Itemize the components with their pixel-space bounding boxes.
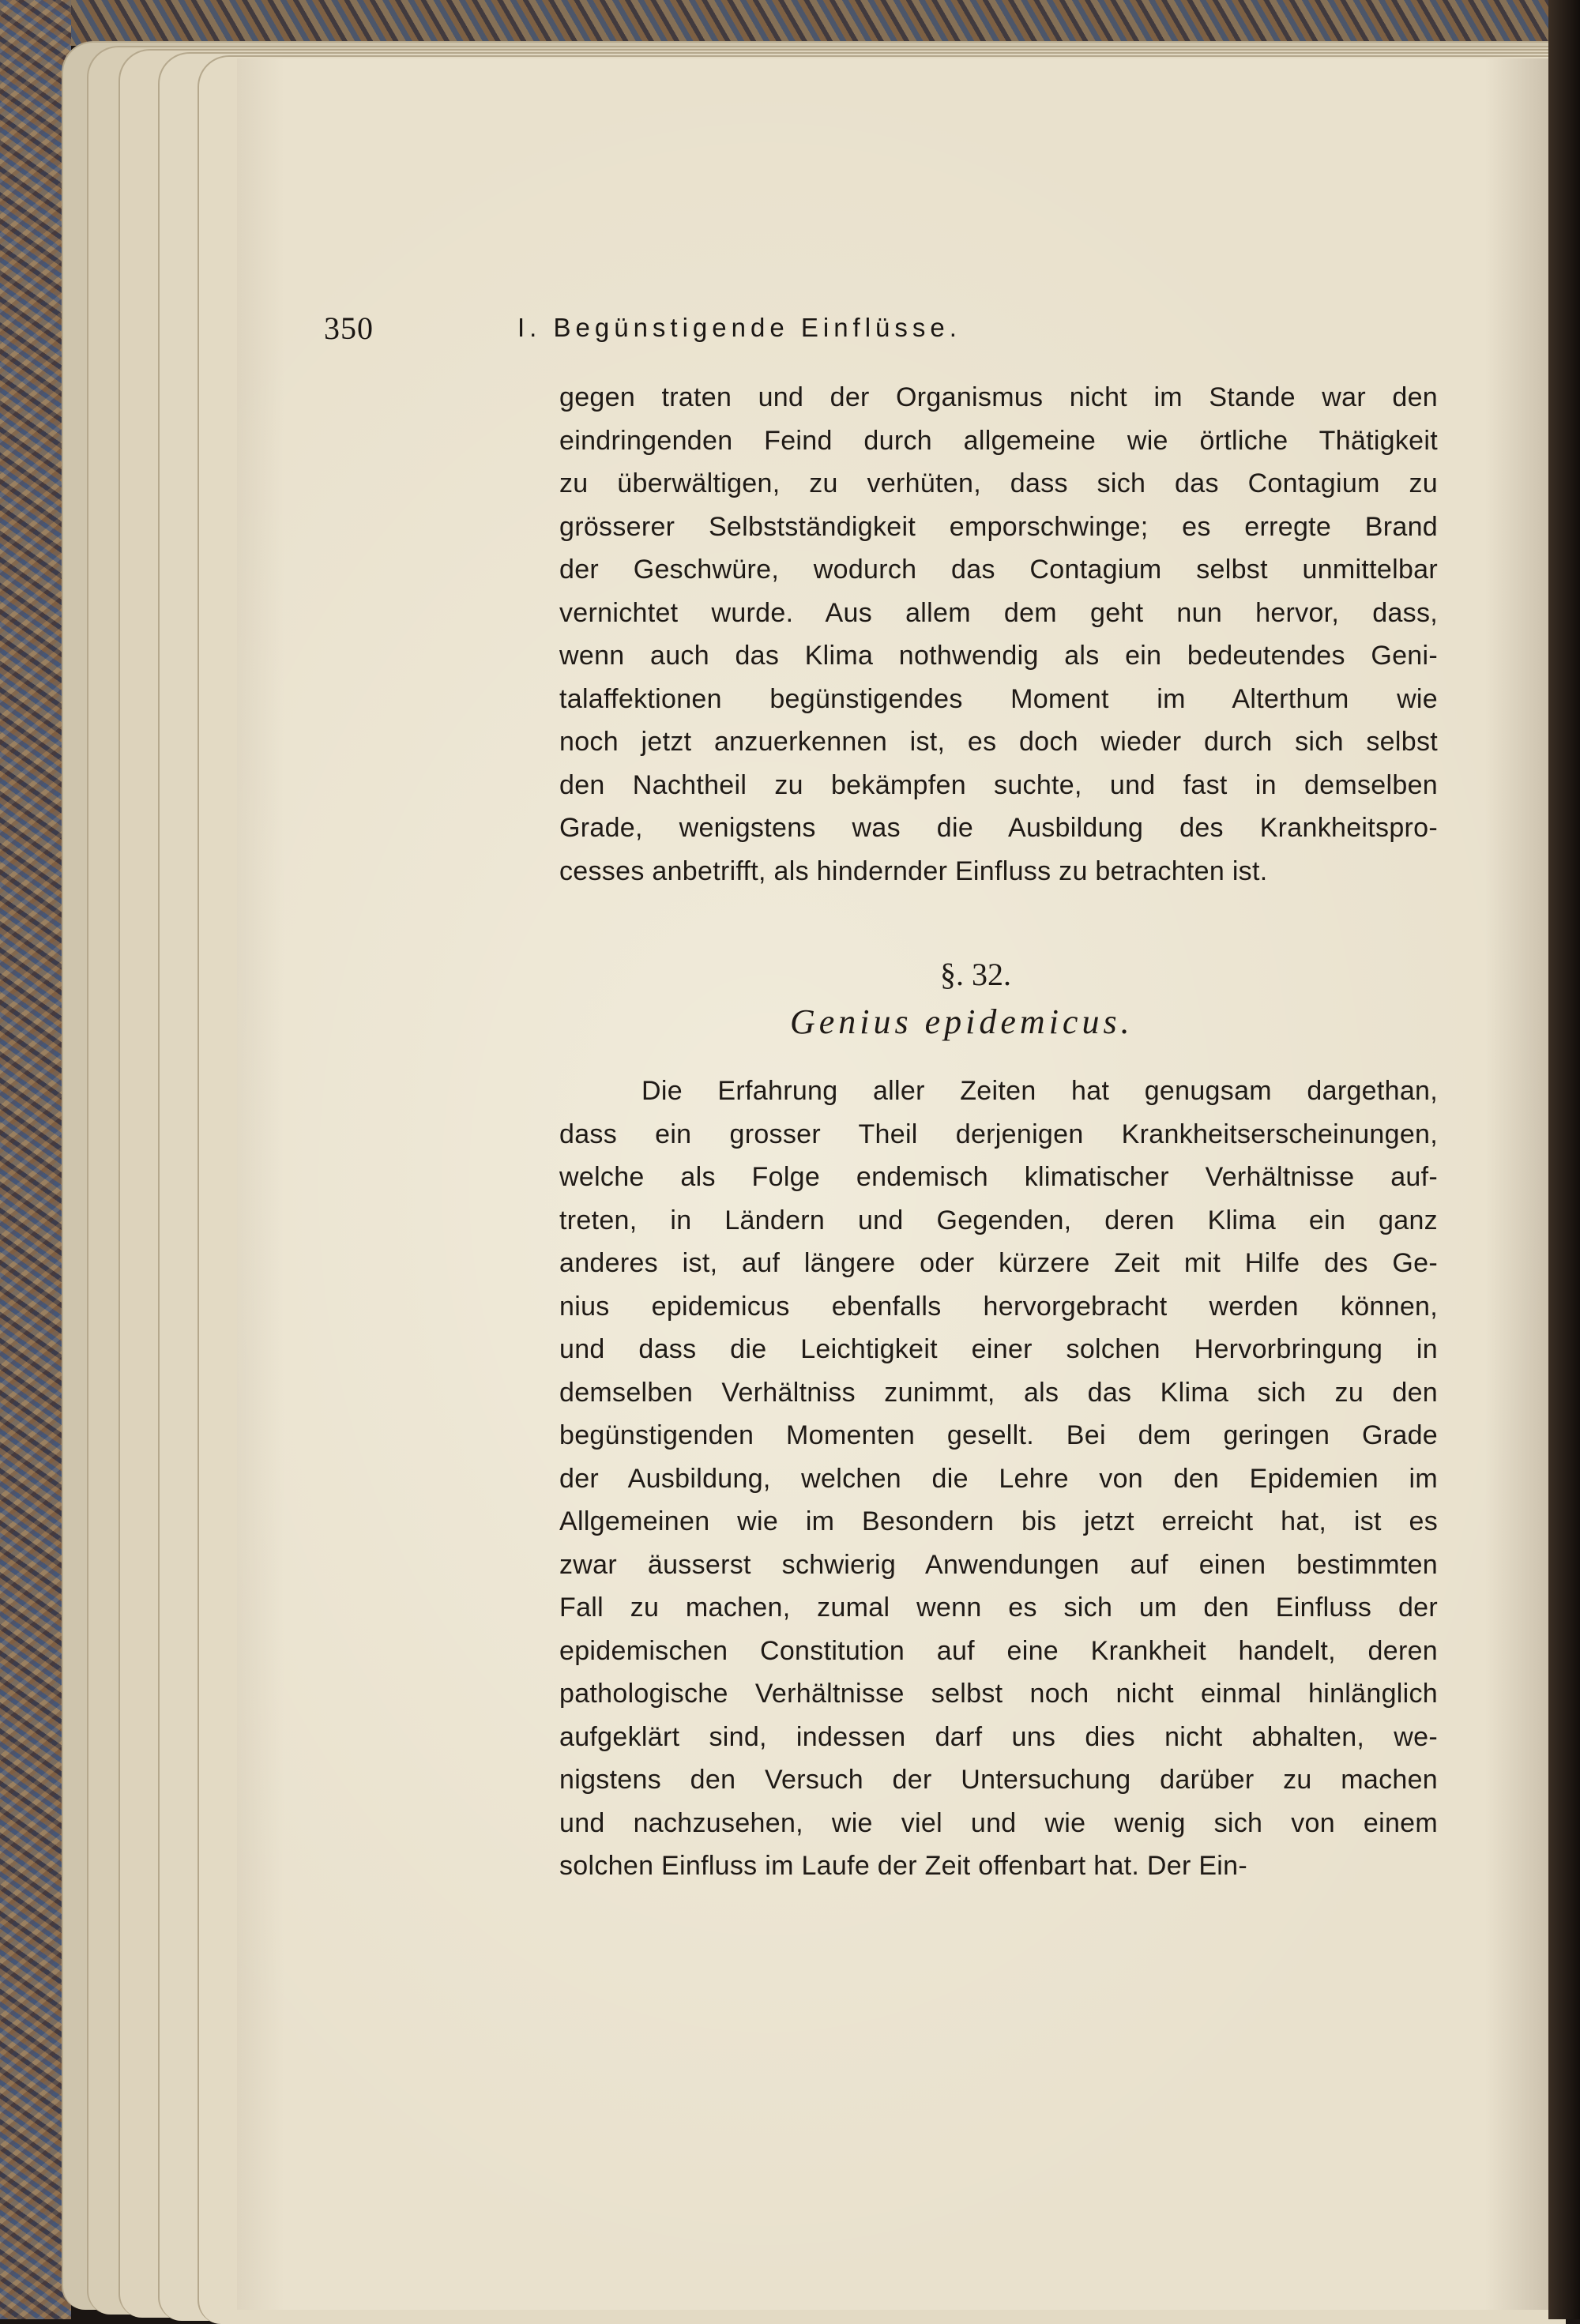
text-line: Grade, wenigstens was die Ausbildung des Krankheitspro- [559,813,1438,843]
text-line: solchen Einfluss im Laufe der Zeit offenbart hat. Der Ein- [559,1851,1247,1881]
text-line: pathologische Verhältnisse selbst noch nicht einmal hinlänglich [559,1679,1438,1709]
text-line: eindringenden Feind durch allgemeine wie örtliche Thätigkeit [559,425,1438,456]
text-line: talaffektionen begünstigendes Moment im Alterthum wie [559,683,1438,714]
book-cover-marbled-edge [0,0,71,2319]
text-line: und dass die Leichtigkeit einer solchen Hervorbringung in [559,1334,1438,1364]
book-cover-top-edge [0,0,1580,46]
section-title: Genius epidemicus. [790,1002,1134,1041]
text-line: vernichtet wurde. Aus allem dem geht nun hervor, dass, [559,597,1438,628]
text-line: demselben Verhältniss zunimmt, als das Klima sich zu den [559,1377,1438,1408]
running-head: I. Begünstigende Einflüsse. [517,313,961,342]
text-line: und nachzusehen, wie viel und wie wenig sich von einem [559,1807,1438,1838]
text-line: zu überwältigen, zu verhüten, dass sich das Contagium zu [559,468,1438,498]
text-line: cesses anbetrifft, als hindernder Einfluss zu betrachten ist. [559,856,1268,886]
text-line: aufgeklärt sind, indessen darf uns dies nicht abhalten, we- [559,1721,1438,1752]
text-line: gegen traten und der Organismus nicht im Stande war den [559,382,1438,412]
text-line: nius epidemicus ebenfalls hervorgebracht werden können, [559,1291,1438,1322]
text-line: welche als Folge endemisch klimatischer Verhältnisse auf- [559,1162,1438,1192]
section-number: §. 32. [940,957,1011,992]
text-line: den Nachtheil zu bekämpfen suchte, und fast in demselben [559,769,1438,800]
text-line: zwar äusserst schwierig Anwendungen auf einen bestimmten [559,1549,1438,1580]
text-line: nigstens den Versuch der Untersuchung darüber zu machen [559,1765,1438,1795]
gutter-shadow [1548,0,1580,2319]
text-line: wenn auch das Klima nothwendig als ein bedeutendes Geni- [559,641,1438,671]
text-line: begünstigenden Momenten gesellt. Bei dem geringen Grade [559,1420,1438,1450]
text-line: dass ein grosser Theil derjenigen Krankheitserscheinungen, [559,1119,1438,1149]
text-line: anderes ist, auf längere oder kürzere Zeit mit Hilfe des Ge- [559,1248,1438,1278]
text-line: Fall zu machen, zumal wenn es sich um den Einfluss der [559,1593,1438,1623]
text-line: grösserer Selbstständigkeit emporschwinge; es erregte Brand [559,511,1438,542]
paragraph-2 [559,1070,1438,1888]
paragraph-1 [559,376,1438,893]
text-line: Die Erfahrung aller Zeiten hat genugsam dargethan, [641,1076,1438,1106]
page-header [324,310,1446,357]
text-line: epidemischen Constitution auf eine Krankheit handelt, deren [559,1635,1438,1666]
text-line: treten, in Ländern und Gegenden, deren Klima ein ganz [559,1205,1438,1235]
page-number: 350 [324,310,374,346]
text-line: noch jetzt anzuerkennen ist, es doch wieder durch sich selbst [559,727,1438,757]
text-line: der Ausbildung, welchen die Lehre von den Epidemien im [559,1463,1438,1494]
text-line: Allgemeinen wie im Besondern bis jetzt erreicht hat, ist es [559,1506,1438,1536]
text-line: der Geschwüre, wodurch das Contagium selbst unmittelbar [559,555,1438,585]
